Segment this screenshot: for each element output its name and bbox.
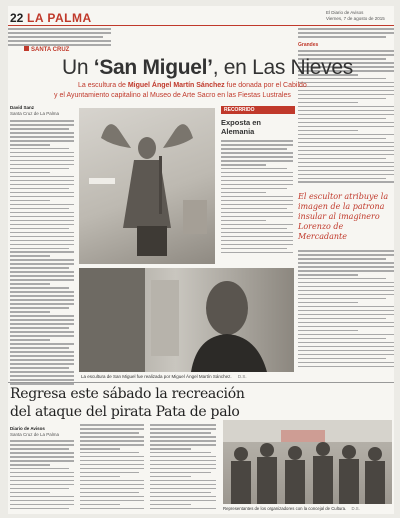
right-column-text-2 <box>298 250 394 370</box>
subhead-line-2: y el Ayuntamiento capitalino al Museo de Arte Sacro en las Fiestas Lustrales <box>54 92 291 99</box>
story2-byline-author: Diario de Avisos <box>10 426 45 431</box>
pullquote: El escultor atribuye la imagen de la patrona insular al imaginero Lorenzo de Mercadante <box>298 192 389 241</box>
headline-name: ‘San Miguel’ <box>93 56 213 79</box>
story2-headline-2: del ataque del pirata Pata de palo <box>10 404 240 420</box>
box-title: Exposta en Alemania <box>221 118 262 136</box>
story2-column-1 <box>10 440 74 512</box>
headline <box>62 56 353 80</box>
story2-byline-place: Santa Cruz de La Palma <box>10 432 60 437</box>
story2-photo-credit: D.S. <box>351 506 360 511</box>
group-photo <box>223 420 392 504</box>
right-column-subhead: Grandes <box>298 42 319 48</box>
kicker-text: SANTA CRUZ <box>31 47 70 53</box>
photo-credit: D.S. <box>237 374 247 379</box>
byline-place: Santa Cruz de La Palma <box>10 111 60 116</box>
top-left-lines <box>8 28 111 48</box>
story2-photo-caption-text: Representantes de los organizadores con la concejal de Cultura. <box>223 506 347 511</box>
story2-column-3 <box>150 424 216 512</box>
page-number: 22 <box>10 11 24 25</box>
photo-caption-text: La escultura de San Miguel fue realizada por Miguel Ángel Martín Sánchez. <box>81 374 232 379</box>
newspaper-name: El Diario de Avisos <box>326 10 364 15</box>
subhead-post: fue donada por el Cabildo <box>224 82 307 89</box>
kicker <box>24 46 69 53</box>
artist-figure <box>79 268 294 372</box>
byline-author: David Sanz <box>10 105 35 110</box>
group-figures <box>223 420 392 504</box>
photo-caption <box>81 374 247 379</box>
sidebar-box <box>221 106 295 264</box>
box-label: RECORRIDO <box>221 106 295 114</box>
story2-photo-caption <box>223 506 360 511</box>
issue-date: Viernes, 7 de agosto de 2015 <box>326 16 385 21</box>
artist-photo <box>79 268 294 372</box>
subhead-line-1 <box>78 82 307 89</box>
newspaper-page <box>8 6 394 514</box>
statue-figure <box>79 108 215 264</box>
box-text <box>221 140 293 253</box>
right-column-top <box>298 28 394 40</box>
header-rule <box>8 25 394 26</box>
story2-headline-1: Regresa este sábado la recreación <box>10 386 245 402</box>
story2-column-2 <box>80 424 144 512</box>
subhead-pre: La escultura de <box>78 82 128 89</box>
story-separator <box>8 382 394 383</box>
statue-photo <box>79 108 215 264</box>
section-title: LA PALMA <box>27 11 92 25</box>
headline-after: , en Las Nieves <box>212 56 353 79</box>
left-body-column <box>10 120 74 387</box>
subhead-artist: Miguel Ángel Martín Sánchez <box>127 82 225 89</box>
headline-before: Un <box>62 56 94 79</box>
